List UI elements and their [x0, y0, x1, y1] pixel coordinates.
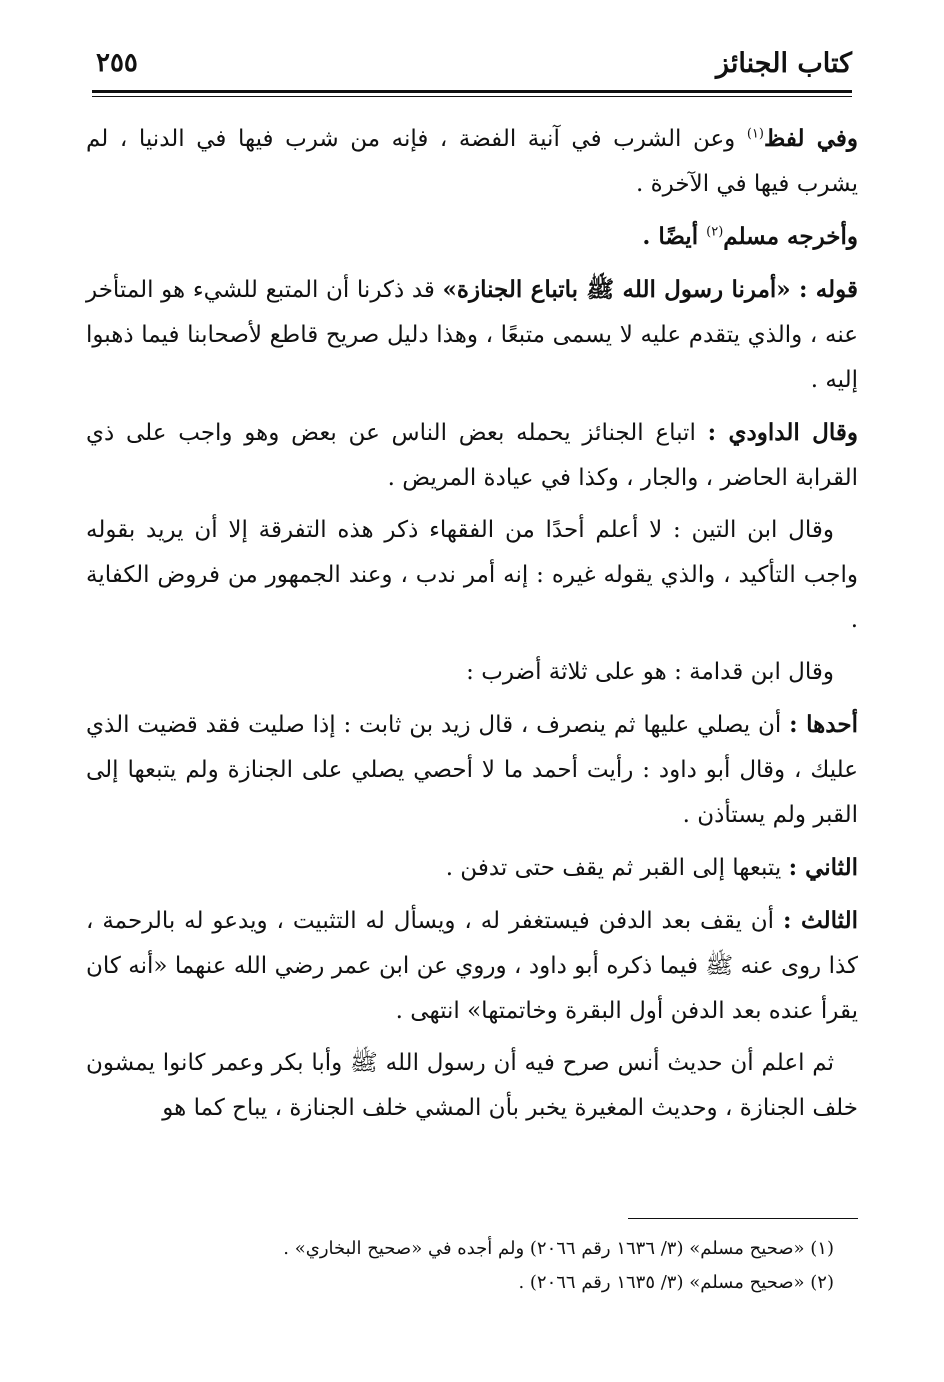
footnote: (١) «صحيح مسلم» (٣/ ١٦٣٦ رقم ٢٠٦٦) ولم أجده في «صحيح البخاري» .	[283, 1238, 834, 1259]
paragraph-lead: أحدها :	[789, 711, 858, 738]
paragraph-text: أن يقف بعد الدفن فيستغفر له ، ويسأل له التثبيت ، ويدعو له بالرحمة ، كذا روى عنه ﷺ فيما ذكره أبو داود ، وروي عن ابن عمر رضي الله عنهما «أنه كان يقرأ عنده بعد الدفن أول البقرة وخاتمتها» انتهى .	[86, 908, 858, 1024]
chapter-title: كتاب الجنائز	[716, 48, 852, 79]
paragraph-text: وقال ابن التين : لا أعلم أحدًا من الفقهاء ذكر هذه التفرقة إلا أن يريد بقوله واجب التأكيد ، والذي يقوله غيره : إنه أمر ندب ، وعند الجمهور من فروض الكفاية .	[86, 517, 858, 633]
paragraph-lead: وفي لفظ	[763, 125, 858, 152]
footnotes	[86, 1232, 858, 1300]
main-text	[86, 116, 858, 1131]
page-header	[92, 40, 852, 92]
paragraph-lead: الثاني :	[788, 854, 858, 881]
paragraph	[86, 702, 858, 838]
footnote: (٢) «صحيح مسلم» (٣/ ١٦٣٥ رقم ٢٠٦٦) .	[518, 1272, 834, 1293]
paragraph-tail: أيضًا .	[642, 223, 707, 250]
paragraph	[86, 898, 858, 1034]
paragraph	[86, 214, 858, 260]
paragraph	[86, 650, 858, 695]
paragraph-lead: وقال الداودي :	[707, 419, 858, 446]
paragraph	[86, 116, 858, 207]
paragraph	[86, 845, 858, 891]
paragraph-lead: الثالث :	[782, 907, 858, 934]
footnote-separator	[628, 1218, 858, 1219]
paragraph-text: قد ذكرنا أن المتبع للشيء هو المتأخر عنه ، والذي يتقدم عليه لا يسمى متبعًا ، وهذا دليل صريح قاطع لأصحابنا فيما ذهبوا إليه .	[86, 277, 858, 393]
header-rule-thin	[92, 96, 852, 97]
paragraph-text: وقال ابن قدامة : هو على ثلاثة أضرب :	[466, 659, 834, 685]
paragraph	[86, 410, 858, 501]
footnote-ref: (٢)	[706, 224, 724, 240]
header-rule-thick	[92, 90, 852, 93]
paragraph-text: اتباع الجنائز يحمله بعض الناس عن بعض وهو واجب على ذي القرابة الحاضر ، والجار ، وكذا في عيادة المريض .	[86, 420, 858, 491]
paragraph-text: وعن الشرب في آنية الفضة ، فإنه من شرب فيها في الدنيا ، لم يشرب فيها في الآخرة .	[86, 126, 858, 197]
page-number: ٢٥٥	[96, 48, 138, 78]
paragraph-lead: قوله : «أمرنا رسول الله ﷺ باتباع الجنازة»	[442, 276, 859, 303]
paragraph-text: أن يصلي عليها ثم ينصرف ، قال زيد بن ثابت : إذا صليت فقد قضيت الذي عليك ، وقال أبو داود : رأيت أحمد ما لا أحصي يصلي على الجنازة ولم يتبعها إلى القبر ولم يستأذن .	[86, 712, 858, 828]
paragraph	[86, 267, 858, 403]
paragraph-lead: وأخرجه مسلم	[723, 223, 858, 250]
paragraph-text: ثم اعلم أن حديث أنس صرح فيه أن رسول الله ﷺ وأبا بكر وعمر كانوا يمشون خلف الجنازة ، وحديث المغيرة يخبر بأن المشي خلف الجنازة ، يباح كما هو	[86, 1050, 858, 1121]
paragraph	[86, 508, 858, 643]
paragraph-text: يتبعها إلى القبر ثم يقف حتى تدفن .	[445, 855, 789, 881]
paragraph	[86, 1041, 858, 1131]
footnote-ref: (١)	[746, 126, 764, 142]
